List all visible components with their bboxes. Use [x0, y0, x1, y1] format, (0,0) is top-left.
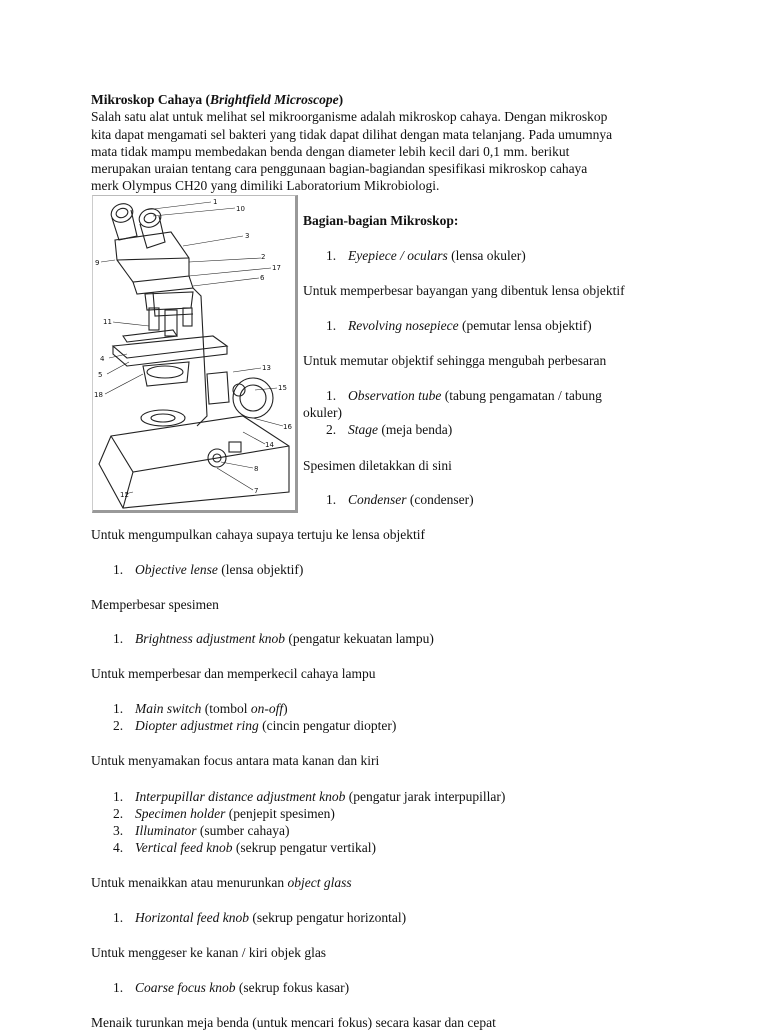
intro-line: mata tidak mampu membedakan benda dengan diameter lebih kecil dari 0,1 mm. berikut	[91, 143, 570, 159]
callout-label: 18	[94, 391, 103, 399]
document-title: Mikroskop Cahaya (Brightfield Microscope)	[91, 92, 344, 107]
callout-label: 12	[120, 491, 129, 499]
list-item-continuation: okuler)	[303, 405, 342, 420]
list-item: 1. Main switch (tombol on-off)	[113, 701, 288, 716]
item-description: Memperbesar spesimen	[91, 597, 219, 612]
intro-line: merupakan uraian tentang cara penggunaan bagian-bagiandan spesifikasi mikroskop cahaya	[91, 161, 588, 177]
item-description: Untuk menggeser ke kanan / kiri objek glas	[91, 945, 327, 960]
list-item: 1. Objective lense (lensa objektif)	[113, 562, 304, 577]
list-item: 2. Stage (meja benda)	[326, 422, 453, 437]
list-item: 3. Illuminator (sumber cahaya)	[113, 823, 290, 838]
item-description: Untuk menaikkan atau menurunkan object glass	[91, 875, 352, 890]
callout-label: 3	[245, 232, 250, 240]
section-heading: Bagian-bagian Mikroskop:	[303, 213, 459, 228]
callout-label: 8	[254, 465, 259, 473]
callout-label: 16	[283, 423, 292, 431]
callout-label: 1	[213, 198, 218, 206]
intro-line: Salah satu alat untuk melihat sel mikroorganisme adalah mikroskop cahaya. Dengan mikroskop	[91, 109, 608, 125]
list-item: 1. Coarse focus knob (sekrup fokus kasar)	[113, 980, 350, 995]
item-description: Untuk mengumpulkan cahaya supaya tertuju ke lensa objektif	[91, 527, 426, 542]
item-description: Untuk menyamakan focus antara mata kanan dan kiri	[91, 753, 380, 768]
list-item: 1. Horizontal feed knob (sekrup pengatur horizontal)	[113, 910, 407, 925]
callout-label: 15	[278, 384, 287, 392]
list-item: 1. Revolving nosepiece (pemutar lensa objektif)	[326, 318, 592, 333]
callout-label: 7	[254, 487, 259, 495]
list-item: 1. Eyepiece / oculars (lensa okuler)	[326, 248, 526, 263]
item-description: Untuk memperbesar bayangan yang dibentuk lensa objektif	[303, 283, 625, 298]
callout-label: 2	[261, 253, 266, 261]
callout-label: 6	[260, 274, 265, 282]
list-item: 1. Brightness adjustment knob (pengatur kekuatan lampu)	[113, 631, 434, 646]
callout-label: 10	[236, 205, 245, 213]
item-description: Menaik turunkan meja benda (untuk mencari fokus) secara kasar dan cepat	[91, 1015, 496, 1030]
list-item: 2. Specimen holder (penjepit spesimen)	[113, 806, 335, 821]
list-item: 4. Vertical feed knob (sekrup pengatur vertikal)	[113, 840, 377, 855]
intro-block	[91, 91, 691, 195]
callout-label: 14	[265, 441, 274, 449]
callout-label: 11	[103, 318, 112, 326]
item-description: Untuk memutar objektif sehingga mengubah perbesaran	[303, 353, 607, 368]
item-description: Untuk memperbesar dan memperkecil cahaya lampu	[91, 666, 376, 681]
callout-label: 17	[272, 264, 281, 272]
intro-line: merk Olympus CH20 yang dimiliki Laboratorium Mikrobiologi.	[91, 178, 440, 194]
callout-label: 5	[98, 371, 103, 379]
microscope-drawing	[93, 196, 297, 511]
list-item: 1. Interpupillar distance adjustment knob (pengatur jarak interpupillar)	[113, 789, 506, 804]
microscope-figure	[92, 195, 298, 513]
callout-label: 9	[95, 259, 100, 267]
intro-line: kita dapat mengamati sel bakteri yang tidak dapat dilihat dengan mata telanjang. Pada umumnya	[91, 126, 613, 142]
list-item: 1. Condenser (condenser)	[326, 492, 474, 507]
list-item: 2. Diopter adjustmet ring (cincin pengatur diopter)	[113, 718, 397, 733]
callout-label: 13	[262, 364, 271, 372]
list-item: 1. Observation tube (tabung pengamatan / tabung	[326, 388, 602, 403]
item-description: Spesimen diletakkan di sini	[303, 458, 452, 473]
callout-label: 4	[100, 355, 105, 363]
